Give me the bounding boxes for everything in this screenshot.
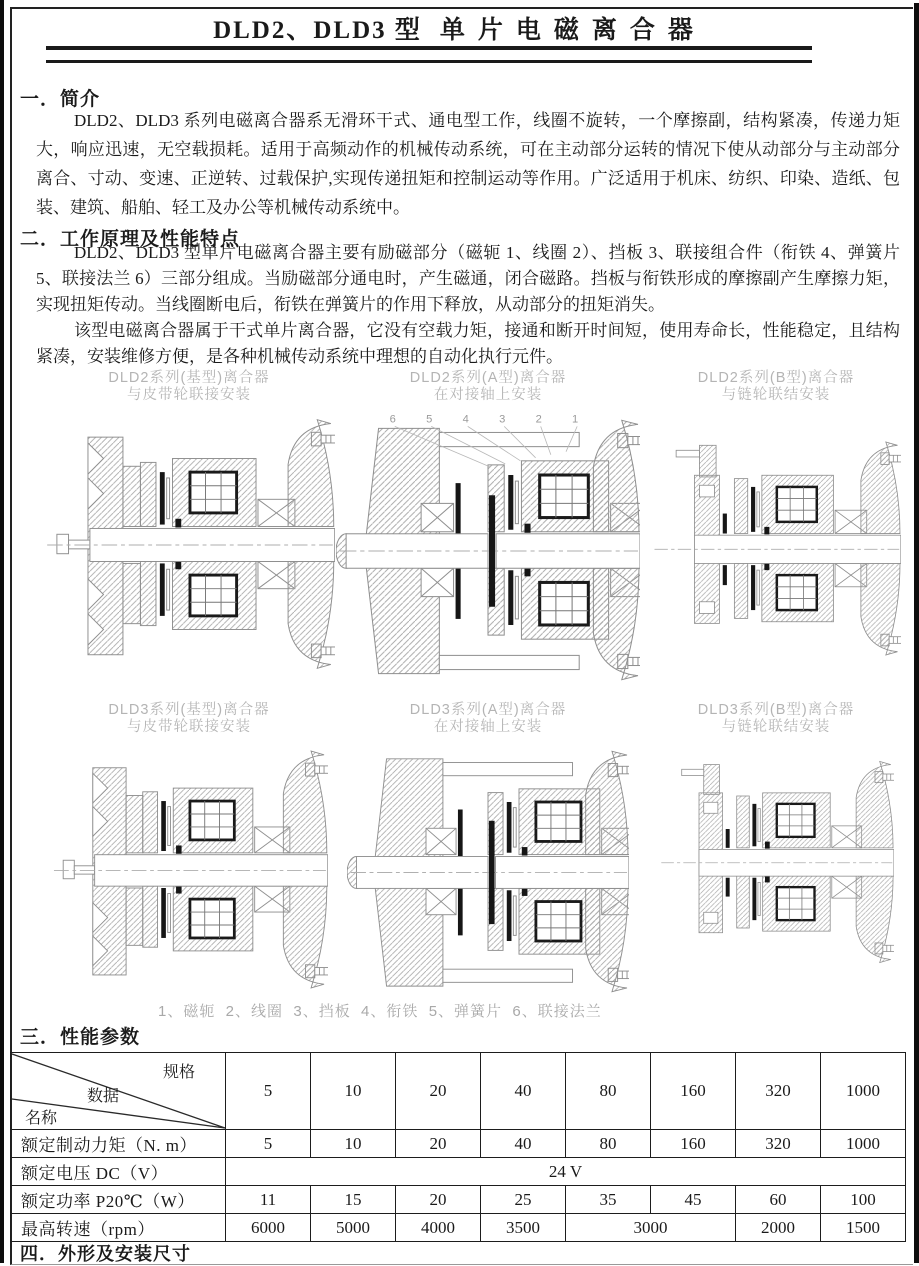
section-1-paragraph: DLD2、DLD3 系列电磁离合器系无滑环干式、通电型工作，线圈不旋转，一个摩擦副，结构紧凑，传递力矩大，响应迅速，无空载损耗。适用于高频动作的机械传动系统，可在主动部分运转的情况下使从动部分与主动部分离合、寸动、变速、正逆转、过载保护,实现传递扭矩和控制运动等作用。广泛适用于机床、纺织、印染、造纸、包装、建筑、船舶、轻工及办公等机械传动系统中。 <box>36 111 900 217</box>
value-cell: 2000 <box>736 1214 821 1242</box>
figure-dld3-base <box>40 702 338 999</box>
section-3-heading: 三．性能参数 <box>20 1027 141 1048</box>
figure-dld3-a <box>336 702 640 1003</box>
value-cell: 35 <box>566 1186 651 1214</box>
figure-caption-line1: DLD3系列(A型)离合器 <box>409 702 567 718</box>
row-label: 额定电压 DC（V） <box>11 1158 226 1186</box>
performance-table-container <box>10 1052 907 1242</box>
value-cell: 40 <box>481 1130 566 1158</box>
clutch-cross-section-diagram <box>651 432 901 665</box>
figure-caption <box>336 702 640 736</box>
spec-column-header: 20 <box>396 1053 481 1130</box>
page-left-edge <box>0 0 4 1263</box>
figure-dld3-b <box>642 702 910 972</box>
figure-caption-line2: 在对接轴上安装 <box>433 387 543 403</box>
value-cell: 10 <box>311 1130 396 1158</box>
spec-column-header: 320 <box>736 1053 821 1130</box>
row-label: 额定制动力矩（N. m） <box>11 1130 226 1158</box>
table-row <box>11 1158 906 1186</box>
page-title-model: DLD2、DLD3 型 <box>213 17 422 44</box>
part-callout-number: 6 <box>389 413 396 426</box>
spec-column-header: 10 <box>311 1053 396 1130</box>
figure-dld2-base <box>40 370 338 680</box>
value-cell: 4000 <box>396 1214 481 1242</box>
figure-caption <box>40 370 338 404</box>
section-2-paragraph-1: DLD2、DLD3 型单片电磁离合器主要有励磁部分（磁轭 1、线圈 2）、挡板 3、联接组合件（衔铁 4、弹簧片 5、联接法兰 6）三部分组成。当励磁部分通电时，产生磁通，闭合磁路。挡板与衔铁形成的摩擦副产生摩擦力矩，实现扭矩传动。当线圈断电后，衔铁在弹簧片的作用下释放，从动部分的扭矩消失。 <box>36 243 900 314</box>
value-cell: 100 <box>821 1186 906 1214</box>
figure-caption-line2: 与皮带轮联接安装 <box>127 387 251 403</box>
figure-caption-line1: DLD2系列(B型)离合器 <box>697 370 855 386</box>
row-label: 最高转速（rpm） <box>11 1214 226 1242</box>
row-label: 额定功率 P20℃（W） <box>11 1186 226 1214</box>
value-cell: 160 <box>651 1130 736 1158</box>
performance-parameters-table <box>10 1052 906 1242</box>
spec-column-header: 5 <box>226 1053 311 1130</box>
value-cell: 60 <box>736 1186 821 1214</box>
clutch-cross-section-diagram <box>43 408 335 680</box>
page-title-name: 单片电磁离合器 <box>439 17 706 44</box>
spec-column-header: 80 <box>566 1053 651 1130</box>
table-row <box>11 1214 906 1242</box>
table-diagonal-corner-cell <box>11 1053 226 1130</box>
figure-caption-line1: DLD3系列(B型)离合器 <box>697 702 855 718</box>
figure-caption-line1: DLD2系列(基型)离合器 <box>108 370 270 386</box>
figure-caption-line2: 与链轮联结安装 <box>721 387 831 403</box>
value-cell: 25 <box>481 1186 566 1214</box>
figure-caption-line2: 在对接轴上安装 <box>433 719 543 735</box>
part-callout-number: 2 <box>535 413 542 426</box>
page-right-edge <box>914 3 919 1263</box>
figure-caption-line2: 与链轮联结安装 <box>721 719 831 735</box>
figure-caption <box>40 702 338 736</box>
figure-dld2-a <box>336 370 640 692</box>
table-header-row <box>11 1053 906 1130</box>
value-cell: 3500 <box>481 1214 566 1242</box>
clutch-cross-section-diagram <box>658 752 894 972</box>
section-1-heading: 一．简介 <box>20 89 101 110</box>
value-cell: 11 <box>226 1186 311 1214</box>
figure-caption-line1: DLD3系列(基型)离合器 <box>108 702 270 718</box>
value-cell: 5000 <box>311 1214 396 1242</box>
corner-label-data: 数据 <box>87 1088 120 1105</box>
value-cell: 3000 <box>566 1214 736 1242</box>
figure-caption <box>642 370 910 404</box>
title-divider-rule <box>46 46 812 63</box>
part-callout-number: 4 <box>462 413 469 426</box>
spec-column-header: 1000 <box>821 1053 906 1130</box>
clutch-cross-section-diagram <box>50 740 328 999</box>
table-row <box>11 1186 906 1214</box>
table-row <box>11 1130 906 1158</box>
part-callout-number: 5 <box>426 413 433 426</box>
figure-dld2-b <box>642 370 910 665</box>
value-cell: 5 <box>226 1130 311 1158</box>
section-2-paragraph-2: 该型电磁离合器属于干式单片离合器，它没有空载力矩，接通和断开时间短，使用寿命长，性能稳定，且结构紧凑，安装维修方便，是各种机械传动系统中理想的自动化执行元件。 <box>36 321 900 366</box>
value-cell: 1500 <box>821 1214 906 1242</box>
value-cell: 320 <box>736 1130 821 1158</box>
value-cell: 1000 <box>821 1130 906 1158</box>
clutch-cross-section-diagram <box>336 408 640 692</box>
corner-label-spec: 规格 <box>162 1064 195 1081</box>
figure-caption <box>642 702 910 736</box>
figure-caption-line2: 与皮带轮联接安装 <box>127 719 251 735</box>
spec-column-header: 40 <box>481 1053 566 1130</box>
value-cell: 80 <box>566 1130 651 1158</box>
part-callout-number: 3 <box>499 413 506 426</box>
value-cell: 20 <box>396 1186 481 1214</box>
corner-label-name: 名称 <box>25 1110 58 1127</box>
figure-caption <box>336 370 640 404</box>
value-cell: 20 <box>396 1130 481 1158</box>
part-callout-number: 1 <box>572 413 579 426</box>
figure-caption-line1: DLD2系列(A型)离合器 <box>409 370 567 386</box>
clutch-cross-section-diagram <box>347 740 629 1003</box>
spec-column-header: 160 <box>651 1053 736 1130</box>
value-cell: 24 V <box>226 1158 906 1186</box>
value-cell: 45 <box>651 1186 736 1214</box>
page-title <box>0 10 919 46</box>
section-2-heading: 二．工作原理及性能特点 <box>20 229 241 250</box>
value-cell: 15 <box>311 1186 396 1214</box>
value-cell: 6000 <box>226 1214 311 1242</box>
section-4-heading: 四．外形及安装尺寸 <box>20 1244 191 1264</box>
figure-parts-legend: 1、磁轭 2、线圈 3、挡板 4、衔铁 5、弹簧片 6、联接法兰 <box>158 1003 602 1020</box>
